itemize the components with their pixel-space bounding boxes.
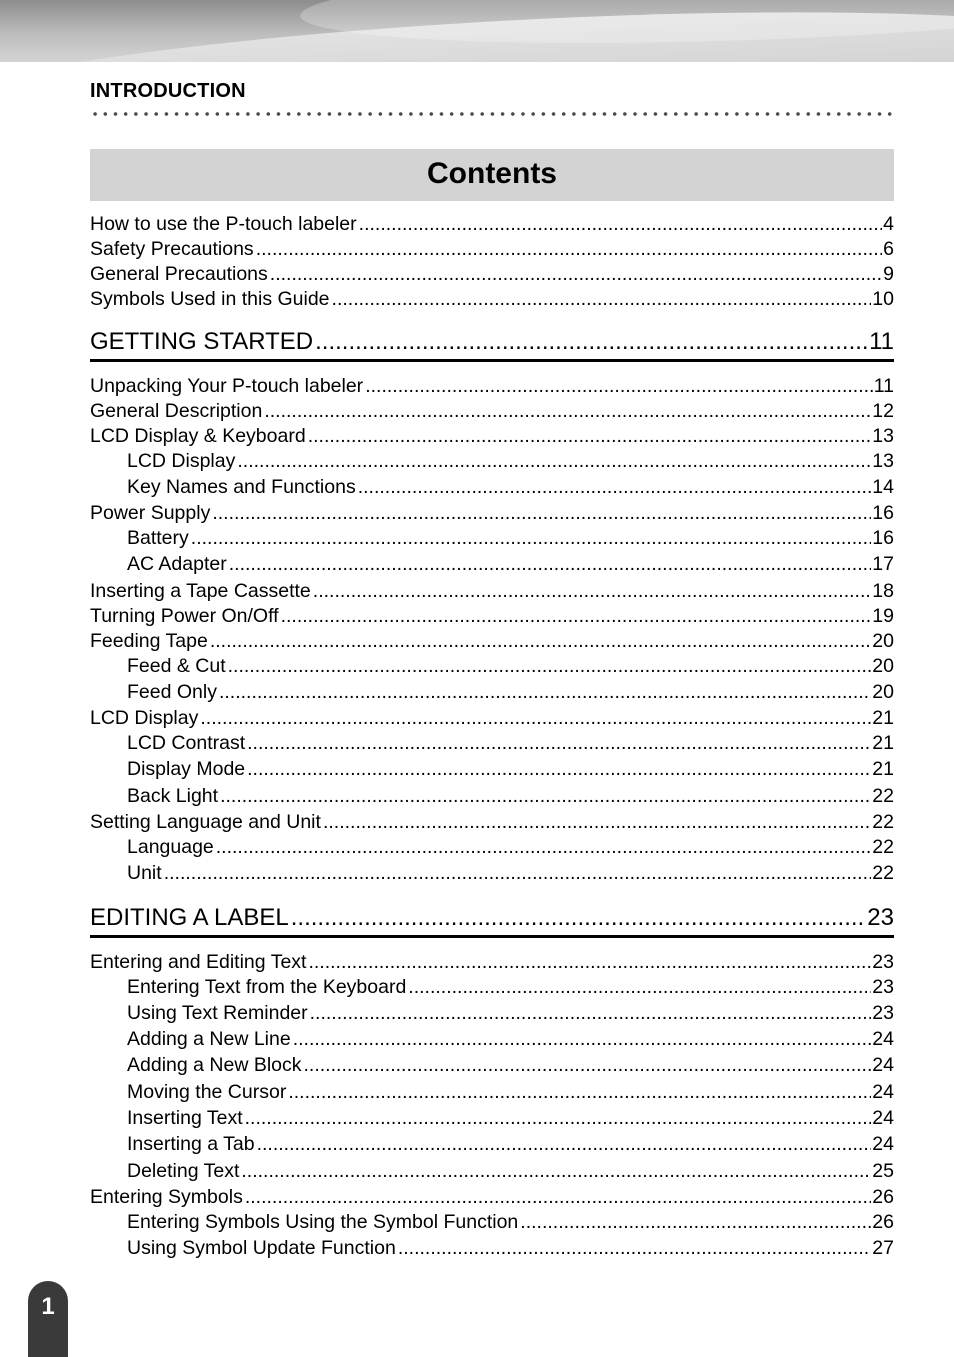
leader-dots [313,579,872,603]
toc-entry-title: LCD Display & Keyboard [90,425,306,447]
toc-entry-page: 10 [872,288,894,310]
leader-dots [216,835,872,859]
toc-subentry[interactable] [127,861,894,885]
leader-dots [308,950,871,974]
toc-subentry[interactable] [127,1236,894,1260]
toc-entry-page: 21 [872,707,894,729]
toc-entry-title: Entering Symbols Using the Symbol Function [127,1211,519,1233]
leader-dots [191,526,872,550]
toc-subentry[interactable] [127,654,894,678]
chapter-heading-getting-started[interactable] [90,325,894,362]
header-banner [0,0,954,62]
toc-entry-title: Inserting Text [127,1107,243,1129]
toc-subentry[interactable] [127,1106,894,1130]
toc-entry-title: Entering and Editing Text [90,951,307,973]
toc-entry-title: General Description [90,400,263,422]
toc-entry-title: Using Symbol Update Function [127,1237,396,1259]
toc-entry-title: Deleting Text [127,1160,240,1182]
chapter-title: EDITING A LABEL [90,904,289,931]
toc-entry-title: Key Names and Functions [127,476,356,498]
toc-entry[interactable] [90,501,894,525]
section-label: INTRODUCTION [90,80,246,102]
toc-entry-title: LCD Contrast [127,732,246,754]
toc-entry-page: 13 [872,450,894,472]
toc-entry-page: 13 [872,425,894,447]
leader-dots [408,975,871,999]
toc-subentry[interactable] [127,449,894,473]
toc-subentry[interactable] [127,835,894,859]
leader-dots [228,654,872,678]
leader-dots [164,861,872,885]
toc-entry-page: 12 [872,400,894,422]
toc-entry-title: Setting Language and Unit [90,811,321,833]
toc-subentry[interactable] [127,1159,894,1183]
toc-entry-page: 22 [872,836,894,858]
toc-entry-page: 19 [872,605,894,627]
toc-entry-page: 26 [872,1186,894,1208]
toc-subentry[interactable] [127,526,894,550]
toc-subentry[interactable] [127,731,894,755]
toc-entry-page: 21 [872,758,894,780]
toc-subentry[interactable] [127,475,894,499]
toc-subentry[interactable] [127,680,894,704]
toc-entry-title: Unit [127,862,162,884]
toc-entry-page: 23 [872,951,894,973]
leader-dots [281,604,872,628]
toc-entry-title: Safety Precautions [90,238,254,260]
toc-subentry[interactable] [127,1027,894,1051]
toc-entry-page: 25 [872,1160,894,1182]
toc-entry-title: Moving the Cursor [127,1081,287,1103]
toc-entry[interactable] [90,579,894,603]
leader-dots [308,424,872,448]
toc-entry-page: 24 [872,1028,894,1050]
toc-subentry[interactable] [127,784,894,808]
chapter-page: 23 [867,904,894,931]
leader-dots [247,731,871,755]
leader-dots [256,237,882,261]
toc-entry[interactable] [90,810,894,834]
toc-entry-title: Turning Power On/Off [90,605,279,627]
toc-entry-page: 24 [872,1107,894,1129]
chapter-heading-editing-a-label[interactable] [90,901,894,938]
toc-entry-page: 24 [872,1054,894,1076]
toc-entry[interactable] [90,1185,894,1209]
toc-entry-title: Adding a New Block [127,1054,302,1076]
leader-dots [332,287,872,311]
leader-dots [270,262,882,286]
toc-entry-title: LCD Display [127,450,236,472]
toc-entry-page: 9 [883,263,894,285]
leader-dots [257,1132,872,1156]
toc-entry[interactable] [90,399,894,423]
page-number-tab [28,1281,68,1357]
leader-dots [241,1159,871,1183]
leader-dots [245,1185,871,1209]
leader-dots [237,449,871,473]
toc-entry[interactable] [90,604,894,628]
toc-entry-title: Feed Only [127,681,217,703]
page-title: Contents [427,157,557,190]
toc-entry-title: General Precautions [90,263,268,285]
leader-dots [212,501,871,525]
toc-entry-title: How to use the P-touch labeler [90,213,357,235]
toc-entry-page: 27 [872,1237,894,1259]
toc-entry-page: 22 [872,811,894,833]
leader-dots [247,757,871,781]
toc-subentry[interactable] [127,1080,894,1104]
leader-dots [210,629,871,653]
toc-subentry[interactable] [127,757,894,781]
toc-entry-page: 11 [873,375,894,397]
toc-entry-title: Entering Text from the Keyboard [127,976,407,998]
leader-dots [293,1027,872,1051]
leader-dots [220,784,871,808]
toc-entry-title: Entering Symbols [90,1186,243,1208]
leader-dots [315,327,867,357]
leader-dots [288,1080,871,1104]
leader-dots [358,475,872,499]
leader-dots [398,1236,871,1260]
dotted-divider [90,111,894,117]
toc-entry-title: Adding a New Line [127,1028,291,1050]
toc-entry-page: 20 [872,655,894,677]
leader-dots [359,212,882,236]
toc-subentry[interactable] [127,1210,894,1234]
leader-dots [229,552,872,576]
toc-entry-page: 16 [872,502,894,524]
toc-entry-title: Language [127,836,214,858]
leader-dots [304,1053,872,1077]
toc-entry-page: 18 [872,580,894,602]
toc-entry-page: 23 [872,976,894,998]
toc-entry-title: Back Light [127,785,219,807]
toc-entry-title: Using Text Reminder [127,1002,308,1024]
toc-entry-title: Power Supply [90,502,211,524]
chapter-page: 11 [869,328,894,355]
toc-entry-title: Inserting a Tab [127,1133,255,1155]
toc-entry-title: Unpacking Your P-touch labeler [90,375,364,397]
toc-entry-page: 6 [883,238,894,260]
toc-subentry[interactable] [127,975,894,999]
toc-entry-title: LCD Display [90,707,199,729]
toc-entry-page: 21 [872,732,894,754]
toc-entry-page: 22 [872,785,894,807]
toc-entry-page: 22 [872,862,894,884]
toc-entry-title: AC Adapter [127,553,227,575]
toc-entry-page: 4 [883,213,894,235]
toc-entry-title: Battery [127,527,189,549]
leader-dots [200,706,871,730]
page-number: 1 [41,1293,55,1320]
toc-entry-page: 16 [872,527,894,549]
toc-entry-title: Feeding Tape [90,630,208,652]
toc-entry[interactable] [90,287,894,311]
toc-entry-page: 14 [872,476,894,498]
leader-dots [264,399,871,423]
leader-dots [219,680,871,704]
leader-dots [291,903,866,933]
toc-subentry[interactable] [127,1001,894,1025]
toc-entry-page: 17 [872,553,894,575]
toc-entry[interactable] [90,706,894,730]
toc-entry-title: Display Mode [127,758,246,780]
toc-entry-title: Feed & Cut [127,655,226,677]
toc-subentry[interactable] [127,1132,894,1156]
toc-entry[interactable] [90,424,894,448]
toc-entry[interactable] [90,212,894,236]
leader-dots [310,1001,872,1025]
toc-entry-page: 23 [872,1002,894,1024]
toc-entry[interactable] [90,629,894,653]
toc-entry-page: 20 [872,630,894,652]
leader-dots [323,810,871,834]
toc-entry[interactable] [90,237,894,261]
toc-entry[interactable] [90,262,894,286]
toc-entry[interactable] [90,950,894,974]
leader-dots [245,1106,872,1130]
toc-entry-page: 24 [872,1081,894,1103]
leader-dots [520,1210,871,1234]
chapter-title: GETTING STARTED [90,328,314,355]
contents-title-box [90,149,894,201]
toc-entry-page: 24 [872,1133,894,1155]
toc-entry-title: Inserting a Tape Cassette [90,580,311,602]
toc-subentry[interactable] [127,552,894,576]
toc-entry-page: 26 [872,1211,894,1233]
toc-entry-page: 20 [872,681,894,703]
leader-dots [365,374,873,398]
toc-entry-title: Symbols Used in this Guide [90,288,330,310]
toc-subentry[interactable] [127,1053,894,1077]
toc-entry[interactable] [90,374,894,398]
